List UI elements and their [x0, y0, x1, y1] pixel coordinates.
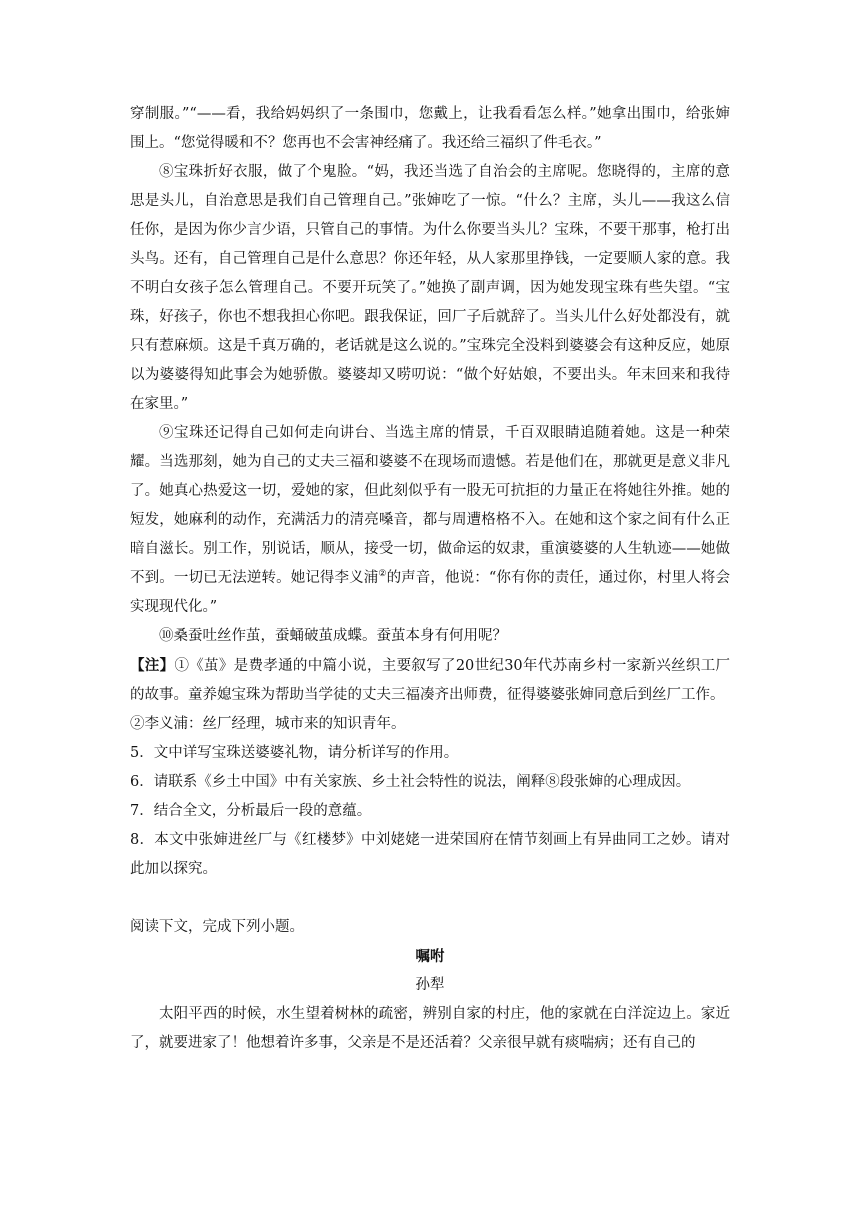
reading-instruction: 阅读下文，完成下列小题。	[130, 919, 304, 935]
note-1	[130, 651, 730, 710]
note-label: 【注】	[130, 657, 175, 674]
article-author: 孙犁	[415, 977, 445, 993]
question-5: 5．文中详写宝珠送婆婆礼物，请分析详写的作用。	[130, 745, 459, 761]
note-2: ②李义浦：丝厂经理，城市来的知识青年。	[130, 716, 406, 732]
story-paragraph-8: ⑧宝珠折好衣服，做了个鬼脸。“妈，我还当选了自治会的主席呢。您晓得的，主席的意思是头儿，自治意思是我们自己管理自己。”张婶吃了一惊。“什么？主席，头儿——我这么信任你，是因为你少言少语，只管自己的事情。为什么你要当头儿？宝珠，不要干那事，枪打出头鸟。还有，自己管理自己是什么意思？你还年轻，从人家那里挣钱，一定要顺人家的意。我不明白女孩子怎么管理自己。不要开玩笑了。”她换了副声调，因为她发现宝珠有些失望。“宝珠，好孩子，你也不想我担心你吧。跟我保证，回厂子后就辞了。当头儿什么好处都没有，就只有惹麻烦。这是千真万确的，老话就是这么说的。”宝珠完全没料到婆婆会有这种反应，她原以为婆婆得知此事会为她骄傲。婆婆却又唠叨说：“做个好姑娘，不要出头。年末回来和我待在家里。”	[130, 164, 730, 412]
question-6: 6．请联系《乡土中国》中有关家族、乡土社会特性的说法，阐释⑧段张婶的心理成因。	[130, 774, 691, 790]
note-1-text: ①《茧》是费孝通的中篇小说，主要叙写了20世纪30年代苏南乡村一家新兴丝织工厂的故事。童养媳宝珠为帮助当学徒的丈夫三福凑齐出师费，征得婆婆张婶同意后到丝厂工作。	[130, 658, 730, 703]
section-gap	[130, 884, 730, 913]
footnote-marker-2: ②	[378, 569, 387, 580]
article-paragraph-1: 太阳平西的时候，水生望着树林的疏密，辨别自家的村庄，他的家就在白洋淀边上。家近了，就要进家了！他想着许多事，父亲是不是还活着？父亲很早就有痰喘病；还有自己的	[130, 1006, 730, 1051]
story-paragraph-9	[130, 419, 730, 622]
story-paragraph-10: ⑩桑蚕吐丝作茧，蚕蛹破茧成蝶。蚕茧本身有何用呢？	[159, 628, 507, 644]
question-8: 8．本文中张婶进丝厂与《红楼梦》中刘姥姥一进荣国府在情节刻画上有异曲同工之妙。请对此加以探究。	[130, 832, 730, 877]
story-paragraph-9-text-a: ⑨宝珠还记得自己如何走向讲台、当选主席的情景，千百双眼睛追随着她。这是一种荣耀。当选那刻，她为自己的丈夫三福和婆婆不在现场而遗憾。若是他们在，那就更是意义非凡了。她真心热爱这一切，爱她的家，但此刻似乎有一股无可抗拒的力量正在将她往外推。她的短发，她麻利的动作，充满活力的清亮嗓音，都与周遭格格不入。在她和这个家之间有什么正暗自滋长。别工作，别说话，顺从，接受一切，做命运的奴隶，重演婆婆的人生轨迹——她做不到。一切已无法逆转。她记得李义浦	[130, 425, 730, 586]
story-paragraph-continued: 穿制服。”“——看，我给妈妈织了一条围巾，您戴上，让我看看怎么样。”她拿出围巾，给张婶围上。“您觉得暖和不？您再也不会害神经痛了。我还给三福织了件毛衣。”	[130, 106, 730, 151]
article-title: 嘱咐	[415, 948, 445, 965]
document-page	[130, 100, 730, 1058]
story-paragraph-9-text-b: 的声音，他说：“你有你的责任，通过你，村里人将会实现现代化。”	[130, 570, 730, 615]
question-7: 7．结合全文，分析最后一段的意蕴。	[130, 803, 372, 819]
